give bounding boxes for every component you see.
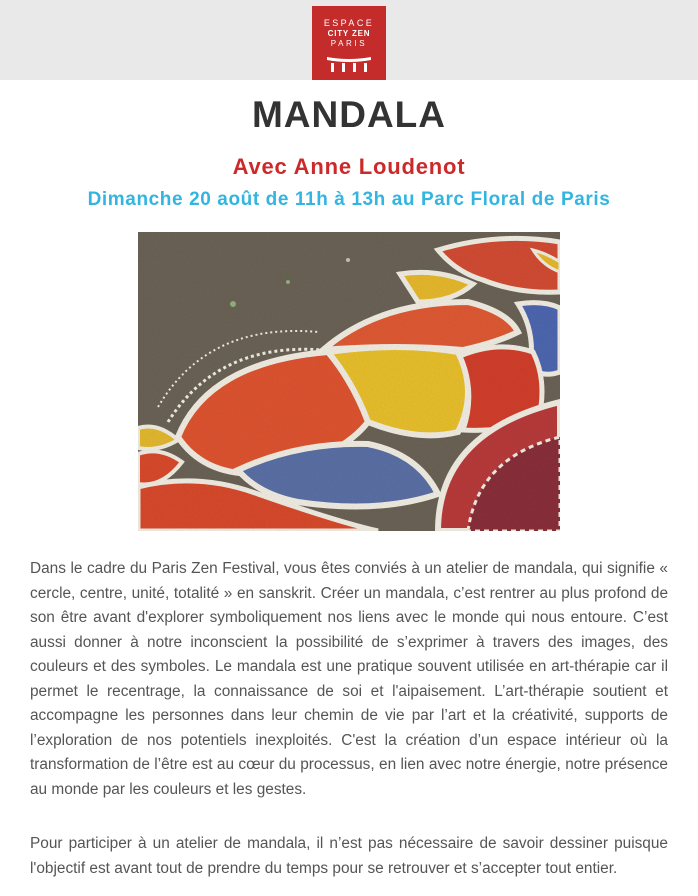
event-title: MANDALA <box>251 94 447 135</box>
logo-line-paris: PARIS <box>330 39 368 48</box>
description-paragraph-1: Dans le cadre du Paris Zen Festival, vous êtes conviés à un atelier de mandala, qui signifie « cercle, centre, unité, totalité » en sanskrit. Créer un mandala, c’est rentrer au plus profond de son être avant d'explorer symboliquement nos liens avec le monde qui nous entoure. C’est aussi donner à notre inconscient la possibilité de s’exprimer à travers des images, des couleurs et des symboles. Le mandala est une pratique souvent utilisée en art-thérapie car il permet le recentrage, la connaissance de soi et l'aipaisement. L’art-thérapie soutient et accompagne les personnes dans leur chemin de vie par l’art et la créativité, supports de l’exploration de nos potentiels inexploités. C'est la création d’un espace intérieur où la transformation de l’être est au cœur du processus, en lien avec notre énergie, notre présence au monde par les couleurs et les gestes. <box>30 560 668 798</box>
header-bar <box>0 0 698 80</box>
description-paragraph-2: Pour participer à un atelier de mandala, il n’est pas nécessaire de savoir dessiner puisque l'objectif est avant tout de prendre du temps pour se retrouver et s’accepter tout entier. <box>30 835 668 877</box>
mandala-photo <box>138 232 560 531</box>
espace-city-zen-logo[interactable] <box>312 6 386 80</box>
logo-line-espace: ESPACE <box>323 18 375 28</box>
bench-emblem-icon <box>325 54 373 74</box>
logo-line-cityzen: CITY ZEN <box>327 29 371 38</box>
event-host: Avec Anne Loudenot <box>232 154 466 179</box>
event-date-location: Dimanche 20 août de 11h à 13h au Parc Floral de Paris <box>87 189 611 210</box>
